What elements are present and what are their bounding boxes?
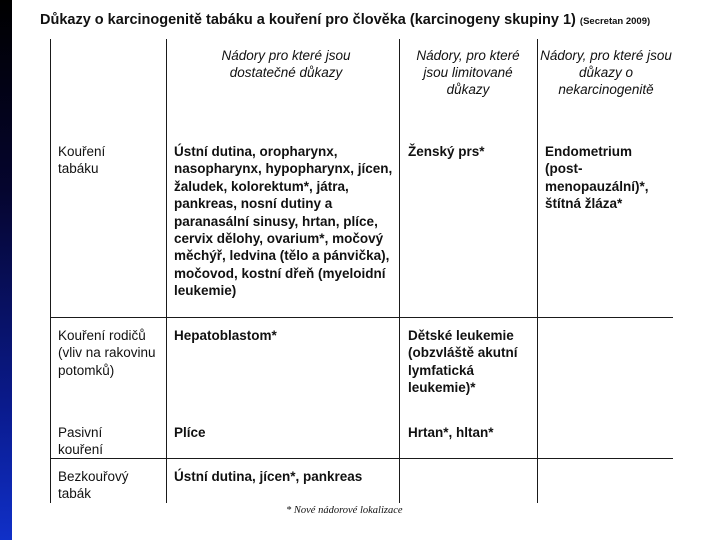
cell-passive-limited: Hrtan*, hltan* [408,425,494,440]
cell-smokeless-sufficient: Ústní dutina, jícen*, pankreas [174,469,363,484]
cell-smoking-sufficient: Ústní dutina, oropharynx, nasopharynx, hypopharynx, jícen, žaludek, kolorektum*, játra, pankreas, nosní dutiny a paranasální sinusy, hrtan, plíce, cervix dělohy, ovarium*, močový měchýř, ledvina (tělo a pánvička), močovod, kostní dřeň (myeloidní leukemie) [174,144,393,299]
title-text: Důkazy o karcinogenitě tabáku a kouření pro člověka (karcinogeny skupiny 1) [40,12,576,28]
cell-smoking-noncarcinogenic: Endometrium (post-menopauzální)*, štítná žláza* [545,144,649,212]
cell-parental-limited: Dětské leukemie (obzvláště akutní lymfatická leukemie)* [408,328,518,396]
header-sufficient: Nádory pro které jsou dostatečné důkazy [221,48,351,80]
column-divider-1 [166,39,167,503]
cell-parental-sufficient: Hepatoblastom* [174,328,277,343]
row-label-smoking: Kouření tabáku [58,144,106,177]
header-limited: Nádory, pro které jsou limitované důkazy [416,48,520,97]
title-source: (Secretan 2009) [579,16,651,27]
cell-passive-sufficient: Plíce [174,425,206,440]
row-divider-2 [50,458,673,459]
slide-title [40,12,700,28]
column-divider-3 [537,39,538,503]
slide-sidebar-accent [0,0,12,540]
row-divider-1 [50,317,673,318]
cell-smoking-limited: Ženský prs* [408,144,485,159]
column-divider-2 [399,39,400,503]
table-left-border [50,39,51,503]
row-label-passive-smoking: Pasivní kouření [58,425,104,458]
row-label-parental-smoking: Kouření rodičů (vliv na rakovinu potomků) [58,328,156,378]
footnote: * Nové nádorové lokalizace [286,505,403,516]
row-label-smokeless-tobacco: Bezkouřový tabák [58,469,129,502]
header-noncarcinogenic: Nádory, pro které jsou důkazy o nekarcinogenitě [540,48,672,97]
